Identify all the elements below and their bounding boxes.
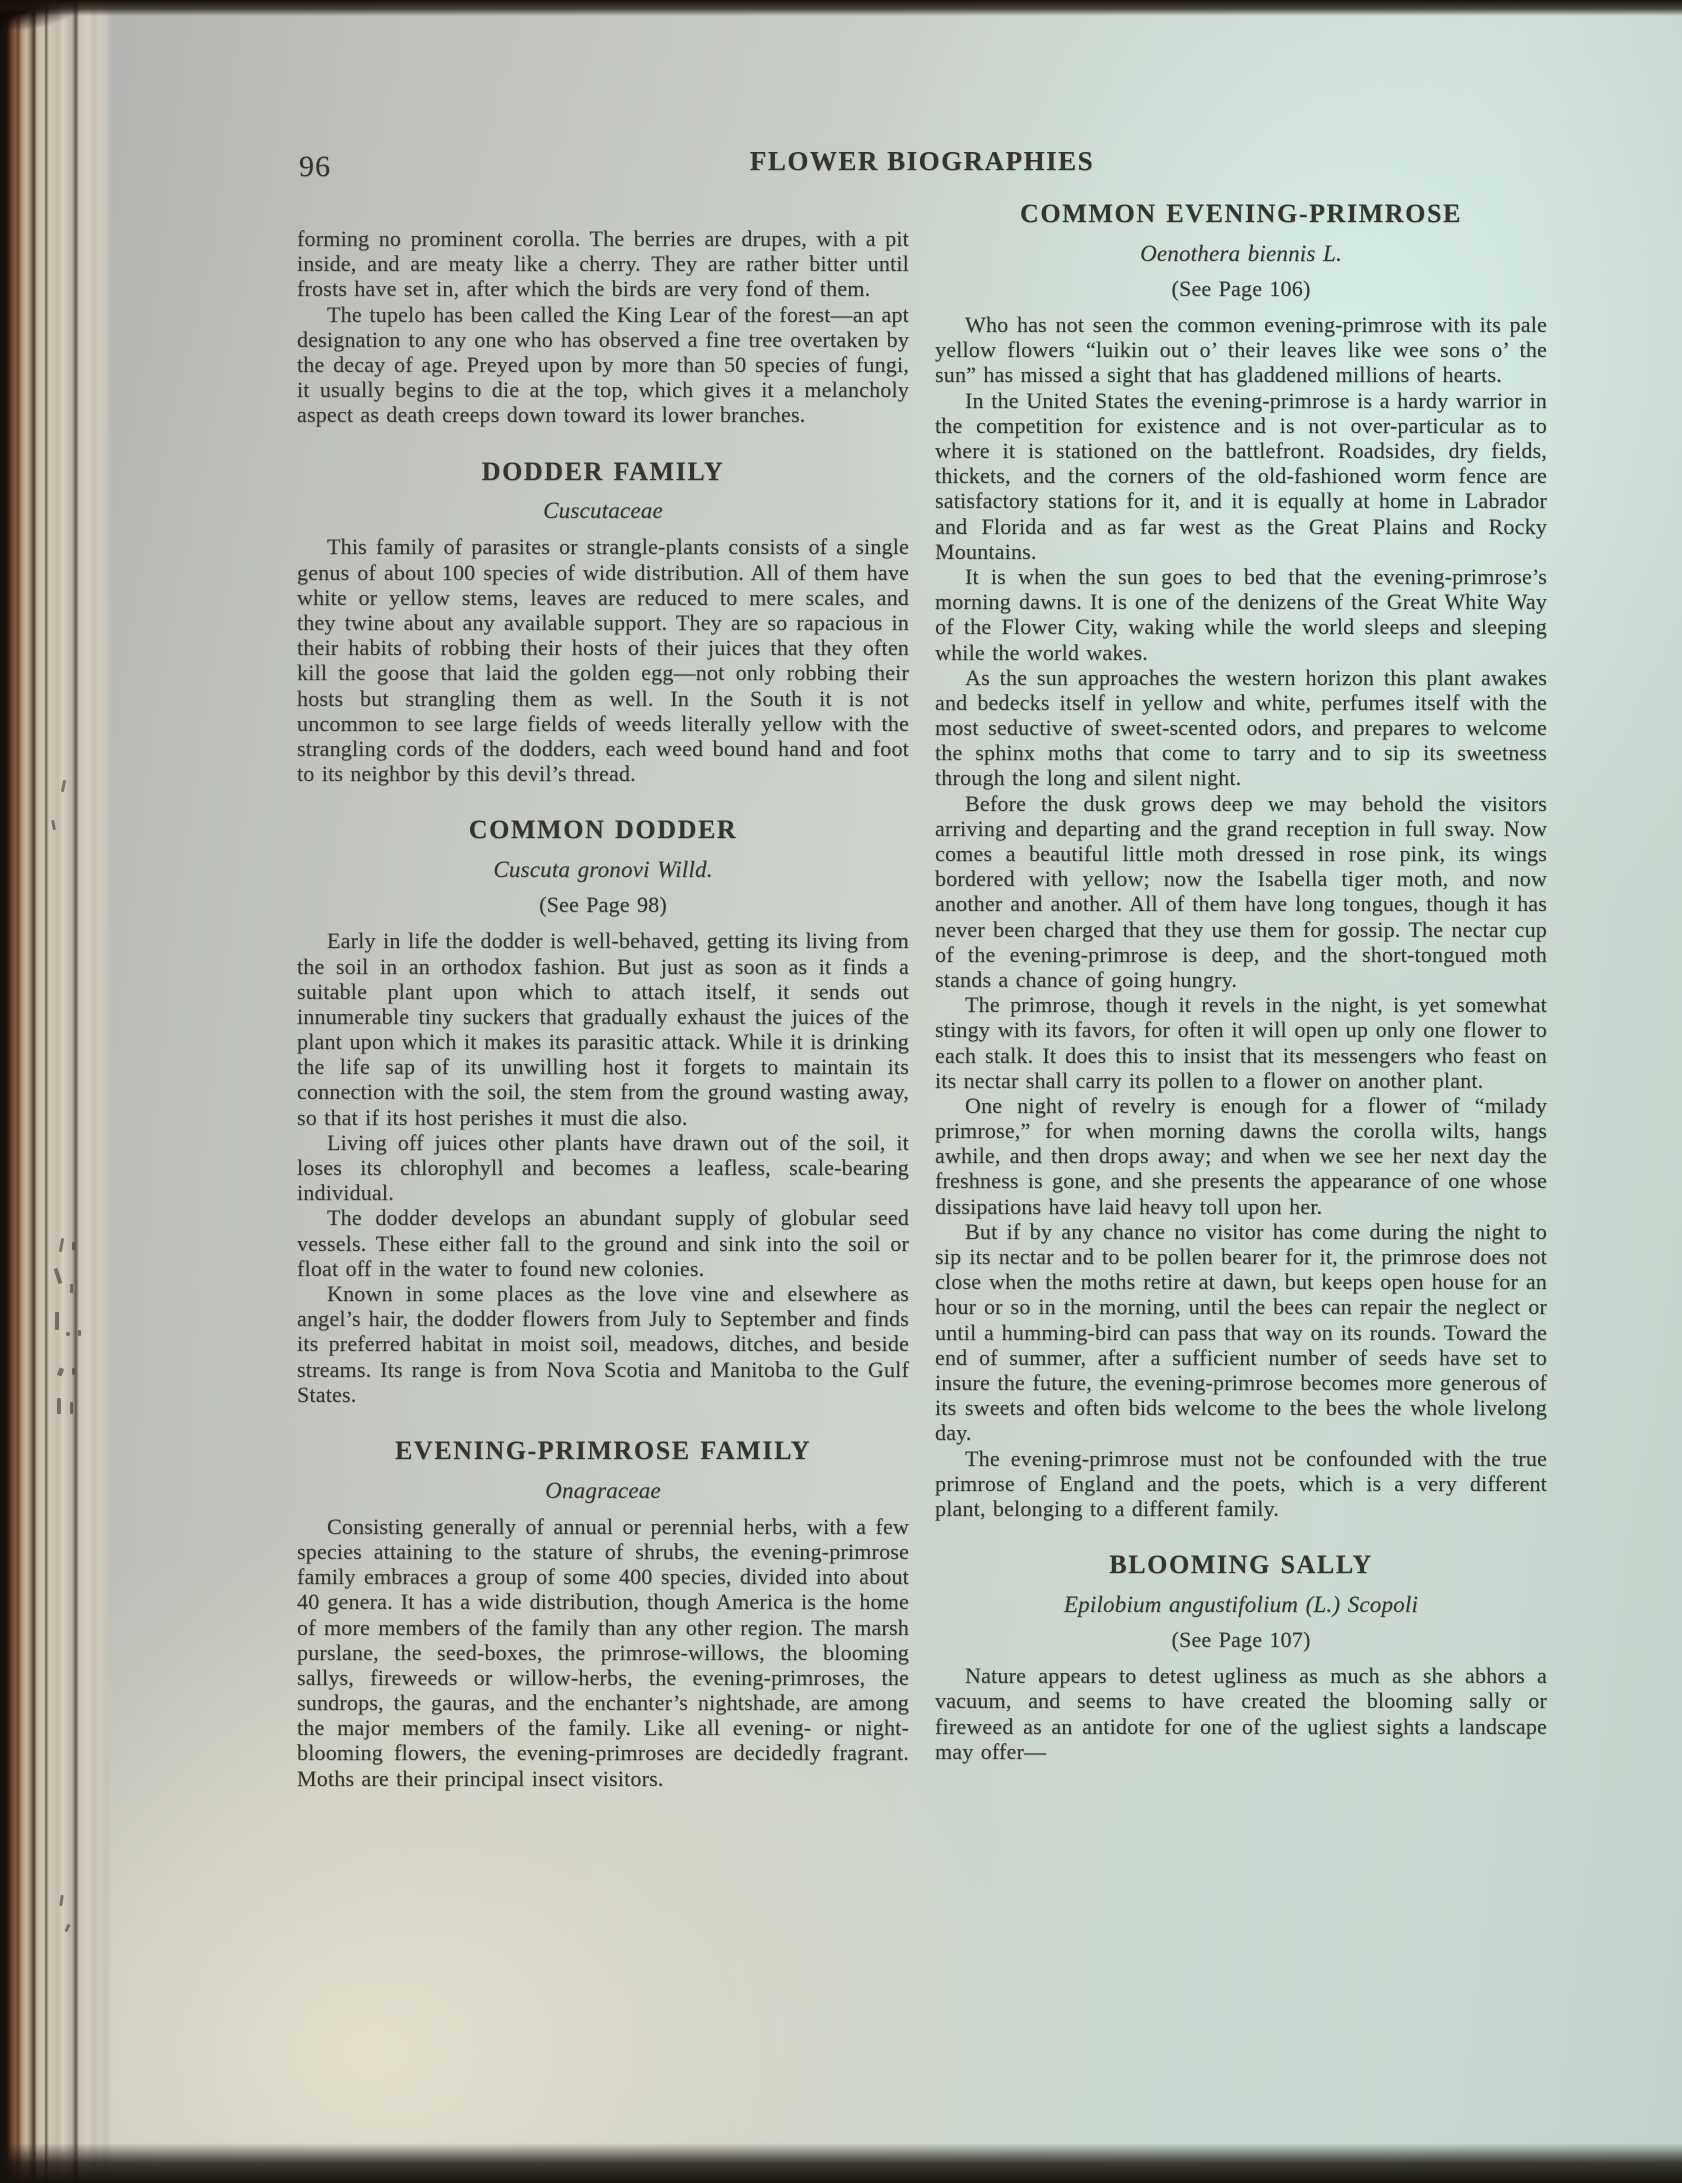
section-title-blooming-sally: BLOOMING SALLY bbox=[1109, 1550, 1373, 1580]
latin-name: Cuscuta gronovi Willd. bbox=[493, 856, 713, 882]
latin-name: Oenothera biennis L. bbox=[1140, 240, 1342, 266]
ink-mark bbox=[72, 1368, 75, 1375]
paragraph: Nature appears to detest ugliness as much as she abhors a vacuum, and seems to have created the blooming sally or fireweed as an antidote for one of the ugliest sights a landscape may offer— bbox=[935, 1663, 1547, 1764]
paragraph: In the United States the evening-primrose is a hardy warrior in the competition for existence and is not over-particular as to where it is stationed on the battlefront. Roadsides, dry fields, thickets, and the corners of the old-fashioned worm fence are satisfactory stations for it, and it is equally at home in Labrador and Florida and as far west as the Great Plains and Rocky Mountains. bbox=[935, 387, 1547, 564]
ink-mark bbox=[78, 1330, 81, 1336]
paragraph: The evening-primrose must not be confounded with the true primrose of England and the poets, which is a very different plant, belonging to a different family. bbox=[935, 1445, 1547, 1521]
paragraph: As the sun approaches the western horizon this plant awakes and bedecks itself in yellow and white, perfumes itself with the most seductive of sweet-scented odors, and prepares to welcome the sphinx moths that come to tarry and to sip its sweetness through the long and silent night. bbox=[935, 664, 1547, 791]
paragraph: Who has not seen the common evening-primrose with its pale yellow flowers “luikin out o’ their leaves like wee sons o’ the sun” has missed a sight that has gladdened millions of hearts. bbox=[935, 312, 1547, 388]
see-page-reference: (See Page 107) bbox=[1171, 1626, 1311, 1652]
section-title-common-dodder: COMMON DODDER bbox=[468, 815, 738, 845]
paragraph: Early in life the dodder is well-behaved, getting its living from the soil in an orthodox fashion. But just as soon as it finds a suitable plant upon which to attach itself, it sends out innumerable tiny suckers that gradually exhaust the juices of the plant upon which it makes its parasitic attack. While it is drinking the life sap of its unwilling host it forgets to maintain its connection with the soil, the stem from the ground wasting away, so that if its host perishes it must die also. bbox=[297, 928, 909, 1130]
text-columns bbox=[297, 200, 1547, 1791]
printed-page bbox=[297, 146, 1547, 1791]
scan-bottom-edge bbox=[0, 2143, 1682, 2183]
paragraph: The dodder develops an abundant supply of globular seed vessels. These either fall to the ground and sink into the soil or float off in the water to found new colonies. bbox=[297, 1205, 909, 1281]
paragraph: One night of revelry is enough for a flower of “milady primrose,” for when morning dawns the corolla wilts, hangs awhile, and then drops away; and when we see her next day the freshness is gone, and she presents the appearance of one whose dissipations have laid heavy toll upon her. bbox=[935, 1092, 1547, 1219]
ink-mark bbox=[66, 1332, 70, 1336]
running-title: FLOWER BIOGRAPHIES bbox=[749, 146, 1095, 176]
paragraph: Consisting generally of annual or perennial herbs, with a few species attaining to the stature of shrubs, the evening-primrose family embraces a group of some 400 species, divided into about 40 genera. It has a wide distribution, though America is the home of more members of the family than any other region. The marsh purslane, the seed-boxes, the primrose-willows, the blooming sallys, fireweeds or willow-herbs, the evening-primroses, the sundrops, the gauras, and the enchanter’s nightshade, are among the major members of the family. Like all evening- or night-blooming flowers, the evening-primroses are decidedly fragrant. Moths are their principal insect visitors. bbox=[297, 1513, 909, 1791]
see-page-reference: (See Page 106) bbox=[1171, 275, 1311, 301]
page-header bbox=[297, 146, 1547, 188]
paragraph: Before the dusk grows deep we may behold the visitors arriving and departing and the grand reception in full sway. Now comes a beautiful little moth dressed in rose pink, its wings bordered with yellow; now the Isabella tiger moth, and now another and another. All of them have long tongues, though it has never been charged that they use them for gossip. The nectar cup of the evening-primrose is deep, and the short-tongued moth stands a chance of going hungry. bbox=[935, 790, 1547, 992]
ink-mark bbox=[55, 1312, 59, 1330]
ink-mark bbox=[72, 1242, 75, 1250]
paragraph: forming no prominent corolla. The berries are drupes, with a pit inside, and are meaty like a cherry. They are rather bitter until frosts have set in, after which the birds are very fond of them. bbox=[297, 226, 909, 302]
see-page-reference: (See Page 98) bbox=[539, 892, 667, 918]
ink-mark bbox=[70, 1284, 73, 1293]
paragraph: Living off juices other plants have drawn out of the soil, it loses its chlorophyll and becomes a leafless, scale-bearing individual. bbox=[297, 1129, 909, 1206]
section-title-evening-primrose-family: EVENING-PRIMROSE FAMILY bbox=[394, 1435, 812, 1465]
latin-name: Onagraceae bbox=[545, 1477, 661, 1503]
paragraph: The primrose, though it revels in the night, is yet somewhat stingy with its favors, for often it will open up only one flower to each stalk. It does this to insist that its messengers who feast on its nectar shall carry its pollen to a flower on another plant. bbox=[935, 992, 1547, 1093]
right-column bbox=[935, 200, 1547, 1791]
paragraph: It is when the sun goes to bed that the evening-primrose’s morning dawns. It is one of the denizens of the Great White Way of the Flower City, waking while the world sleeps and sleeping while the world wakes. bbox=[935, 563, 1547, 665]
paragraph: Known in some places as the love vine and elsewhere as angel’s hair, the dodder flowers from July to September and finds its preferred habitat in moist soil, meadows, ditches, and beside streams. Its range is from Nova Scotia and Manitoba to the Gulf States. bbox=[297, 1280, 909, 1407]
latin-name: Epilobium angustifolium (L.) Scopoli bbox=[1063, 1591, 1419, 1617]
latin-name: Cuscutaceae bbox=[543, 498, 663, 524]
paragraph: The tupelo has been called the King Lear of the forest—an apt designation to any one who has observed a fine tree overtaken by the decay of age. Preyed upon by more than 50 species of fungi, it usually begins to die at the top, which gives it a melancholy aspect as death creeps down toward its lower branches. bbox=[297, 301, 909, 428]
book-gutter-binding bbox=[0, 0, 112, 2183]
ink-mark bbox=[57, 1398, 61, 1414]
left-column bbox=[297, 200, 909, 1791]
scan-top-edge bbox=[0, 0, 1682, 16]
ink-mark bbox=[70, 1402, 73, 1414]
section-title-common-evening-primrose: COMMON EVENING-PRIMROSE bbox=[1019, 199, 1462, 228]
paragraph: But if by any chance no visitor has come during the night to sip its nectar and to be pollen bearer for it, the primrose does not close when the moths retire at dawn, but keeps open house for an hour or so in the morning, until the bees can repair the neglect or until a humming-bird can pass that way on its rounds. Toward the end of summer, after a sufficient number of seeds have set to insure the future, the evening-primrose becomes more generous of its sweets and often bids welcome to the bees the whole livelong day. bbox=[935, 1218, 1547, 1446]
paragraph: This family of parasites or strangle-plants consists of a single genus of about 100 species of wide distribution. All of them have white or yellow stems, leaves are reduced to mere scales, and they twine about any available support. They are so rapacious in their habits of robbing their hosts of their juices that they often kill the goose that laid the golden egg—not only robbing their hosts but strangling them as well. In the South it is not uncommon to see large fields of weeds literally yellow with the strangling cords of the dodders, each weed bound hand and foot to its neighbor by this devil’s thread. bbox=[297, 534, 909, 787]
section-title-dodder-family: DODDER FAMILY bbox=[481, 456, 725, 486]
page-number: 96 bbox=[299, 150, 331, 183]
